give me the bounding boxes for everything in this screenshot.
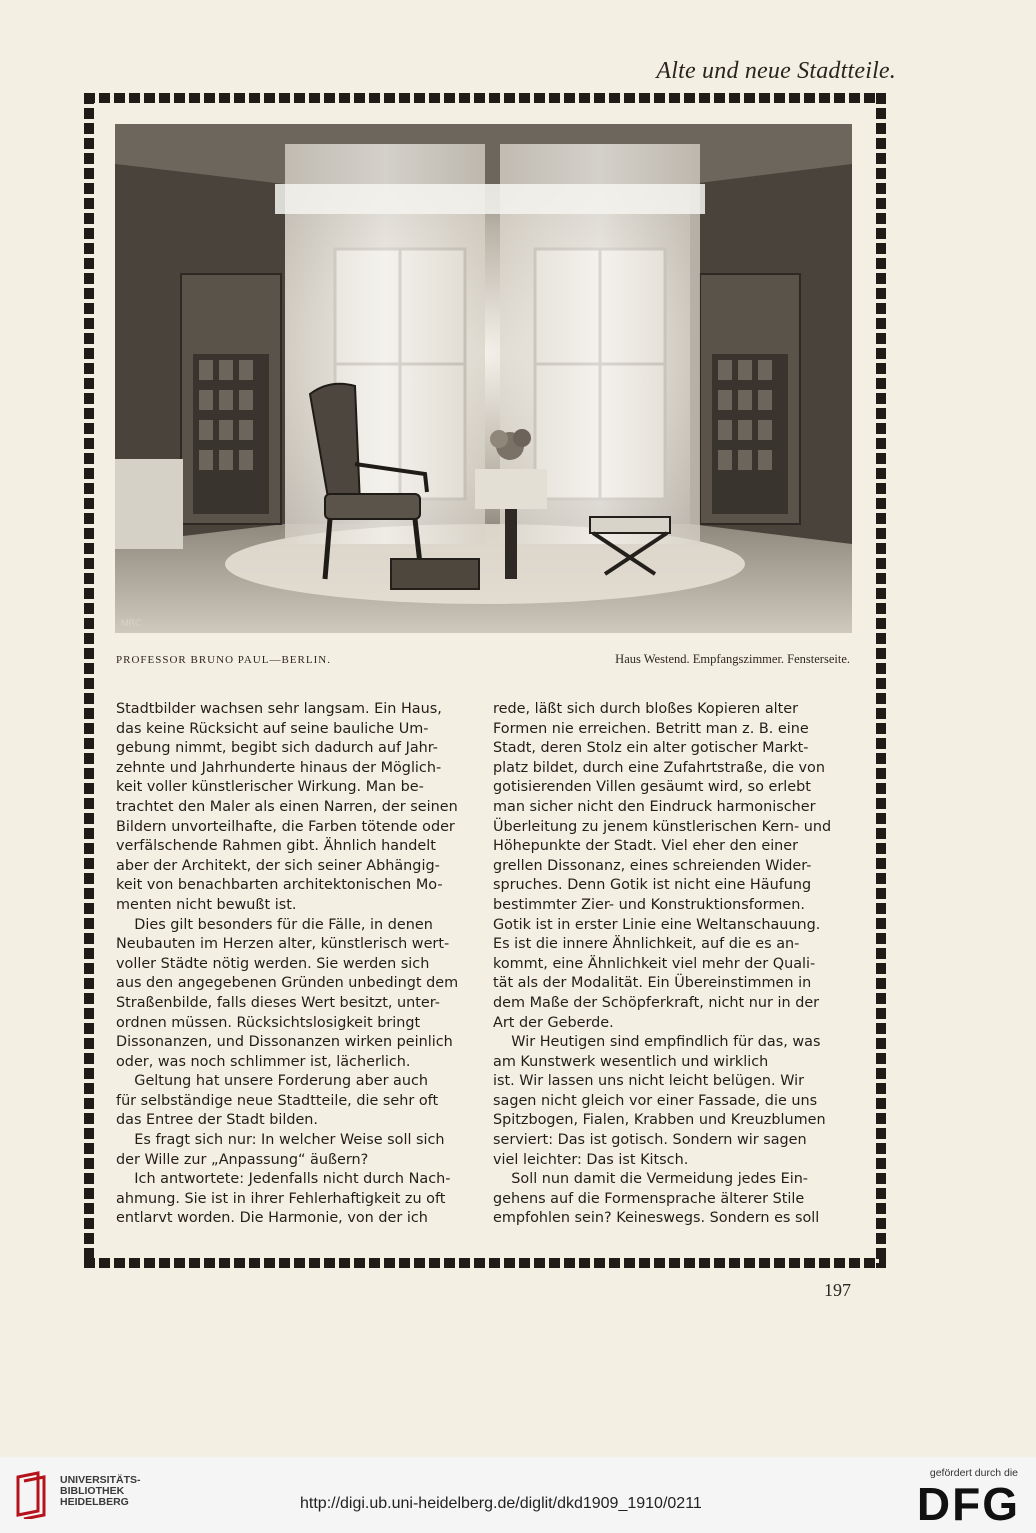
text-line: Dissonanzen, und Dissonanzen wirken peinlich xyxy=(116,1034,453,1051)
text-line: Formen nie erreichen. Betritt man z. B. eine xyxy=(493,720,809,737)
text-line: dem Maße der Schöpferkraft, nicht nur in der xyxy=(493,994,820,1011)
text-line: Geltung hat unsere Forderung aber auch xyxy=(116,1073,429,1090)
text-line: trachtet den Maler als einen Narren, der seinen xyxy=(116,798,458,815)
text-column-right xyxy=(493,700,848,1229)
text-line: serviert: Das ist gotisch. Sondern wir sagen xyxy=(493,1132,807,1149)
library-logo-icon xyxy=(14,1471,50,1519)
text-line: Stadt, deren Stolz ein alter gotischer Markt- xyxy=(493,740,809,757)
text-line: grellen Dissonanz, eines schreienden Wider- xyxy=(493,857,812,874)
text-line: gehens auf die Formensprache älterer Stile xyxy=(493,1190,805,1207)
text-line: Ich antwortete: Jedenfalls nicht durch Nach- xyxy=(116,1171,451,1188)
digitization-footer xyxy=(0,1457,1036,1533)
decorative-border-frame xyxy=(84,93,886,1268)
photo-credit: MRC xyxy=(121,618,142,628)
text-line: bestimmter Zier- und Konstruktionsformen. xyxy=(493,896,805,913)
text-line: aber der Architekt, der sich seiner Abhängig- xyxy=(116,857,440,874)
text-line: platz bildet, durch eine Zufahrtstraße, die von xyxy=(493,759,825,776)
text-line: Es ist die innere Ähnlichkeit, auf die es an- xyxy=(493,936,800,953)
library-name-line: BIBLIOTHEK xyxy=(60,1485,125,1497)
text-line: ist. Wir lassen uns nicht leicht belügen. Wir xyxy=(493,1073,805,1090)
library-name-line: HEIDELBERG xyxy=(60,1496,129,1508)
text-line: Bildern unvorteilhafte, die Farben tötende oder xyxy=(116,818,455,835)
caption-architect: PROFESSOR BRUNO PAUL—BERLIN. xyxy=(116,654,331,666)
text-line: kommt, eine Ähnlichkeit viel mehr der Quali- xyxy=(493,955,816,972)
text-line: der Wille zur „Anpassung“ äußern? xyxy=(116,1151,369,1168)
funded-by-label: gefördert durch die xyxy=(929,1467,1018,1479)
text-line: das keine Rücksicht auf seine bauliche Um- xyxy=(116,720,429,737)
text-line: aus den angegebenen Gründen unbedingt dem xyxy=(116,975,459,992)
interior-photograph xyxy=(115,124,852,633)
text-line: oder, was noch schlimmer ist, lächerlich. xyxy=(116,1053,411,1070)
text-line: ahmung. Sie ist in ihrer Fehlerhaftigkeit zu oft xyxy=(116,1190,446,1207)
library-name xyxy=(60,1475,141,1508)
text-line: Spitzbogen, Fialen, Krabben und Kreuzblumen xyxy=(493,1112,826,1129)
page-number: 197 xyxy=(824,1280,851,1300)
text-line: zehnte und Jahrhunderte hinaus der Möglich- xyxy=(116,759,442,776)
text-line: voller Städte nötig werden. Sie werden sich xyxy=(116,955,430,972)
running-head: Alte und neue Stadtteile. xyxy=(656,58,896,84)
text-line: tät als der Modalität. Ein Übereinstimmen in xyxy=(493,975,812,992)
text-line: Gotik ist in erster Linie eine Weltanschauung. xyxy=(493,916,821,933)
text-line: empfohlen sein? Keineswegs. Sondern es soll xyxy=(493,1210,820,1227)
text-line: entlarvt worden. Die Harmonie, von der ich xyxy=(116,1210,428,1227)
caption-description: Haus Westend. Empfangszimmer. Fensterseite. xyxy=(615,652,850,666)
library-name-line: UNIVERSITÄTS- xyxy=(60,1474,141,1486)
text-line: Wir Heutigen sind empfindlich für das, was xyxy=(493,1034,821,1051)
text-line: ordnen müssen. Rücksichtslosigkeit bringt xyxy=(116,1014,421,1031)
text-line: menten nicht bewußt ist. xyxy=(116,896,297,913)
text-line: gotisierenden Villen gesäumt wird, so erlebt xyxy=(493,779,811,796)
text-line: Straßenbilde, falls dieses Wert besitzt, unter- xyxy=(116,994,440,1011)
room-illustration xyxy=(115,124,852,633)
text-line: verfälschende Rahmen gibt. Ähnlich handelt xyxy=(116,838,436,855)
border-left xyxy=(84,93,94,1268)
text-line: Höhepunkte der Stadt. Viel eher den einer xyxy=(493,838,799,855)
text-line: rede, läßt sich durch bloßes Kopieren alter xyxy=(493,701,799,717)
text-line: für selbständige neue Stadtteile, die sehr oft xyxy=(116,1092,439,1109)
text-line: gebung nimmt, begibt sich dadurch auf Jahr- xyxy=(116,740,438,757)
text-line: Überleitung zu jenem künstlerischen Kern- und xyxy=(493,818,832,835)
text-line: Dies gilt besonders für die Fälle, in denen xyxy=(116,916,433,933)
text-line: keit voller künstlerischer Wirkung. Man be- xyxy=(116,779,424,796)
text-line: Art der Geberde. xyxy=(493,1014,614,1031)
text-line: man sicher nicht den Eindruck harmonischer xyxy=(493,798,816,815)
text-line: am Kunstwerk wesentlich und wirklich xyxy=(493,1053,769,1070)
permalink-url[interactable]: http://digi.ub.uni-heidelberg.de/diglit/dkd1909_1910/0211 xyxy=(300,1495,702,1512)
text-line: spruches. Denn Gotik ist nicht eine Häufung xyxy=(493,877,812,894)
text-line: viel leichter: Das ist Kitsch. xyxy=(493,1151,689,1168)
text-column-left xyxy=(116,700,471,1229)
border-bottom xyxy=(84,1258,886,1268)
border-top xyxy=(84,93,886,103)
text-line: Es fragt sich nur: In welcher Weise soll sich xyxy=(116,1132,445,1149)
border-right xyxy=(876,93,886,1268)
dfg-logo: DFG xyxy=(916,1478,1020,1530)
text-line: Neubauten im Herzen alter, künstlerisch wert- xyxy=(116,936,450,953)
text-line: Stadtbilder wachsen sehr langsam. Ein Haus, xyxy=(116,701,442,717)
text-line: sagen nicht gleich vor einer Fassade, die uns xyxy=(493,1092,818,1109)
text-line: Soll nun damit die Vermeidung jedes Ein- xyxy=(493,1171,809,1188)
text-line: keit von benachbarten architektonischen Mo- xyxy=(116,877,443,894)
text-line: das Entree der Stadt bilden. xyxy=(116,1112,319,1129)
